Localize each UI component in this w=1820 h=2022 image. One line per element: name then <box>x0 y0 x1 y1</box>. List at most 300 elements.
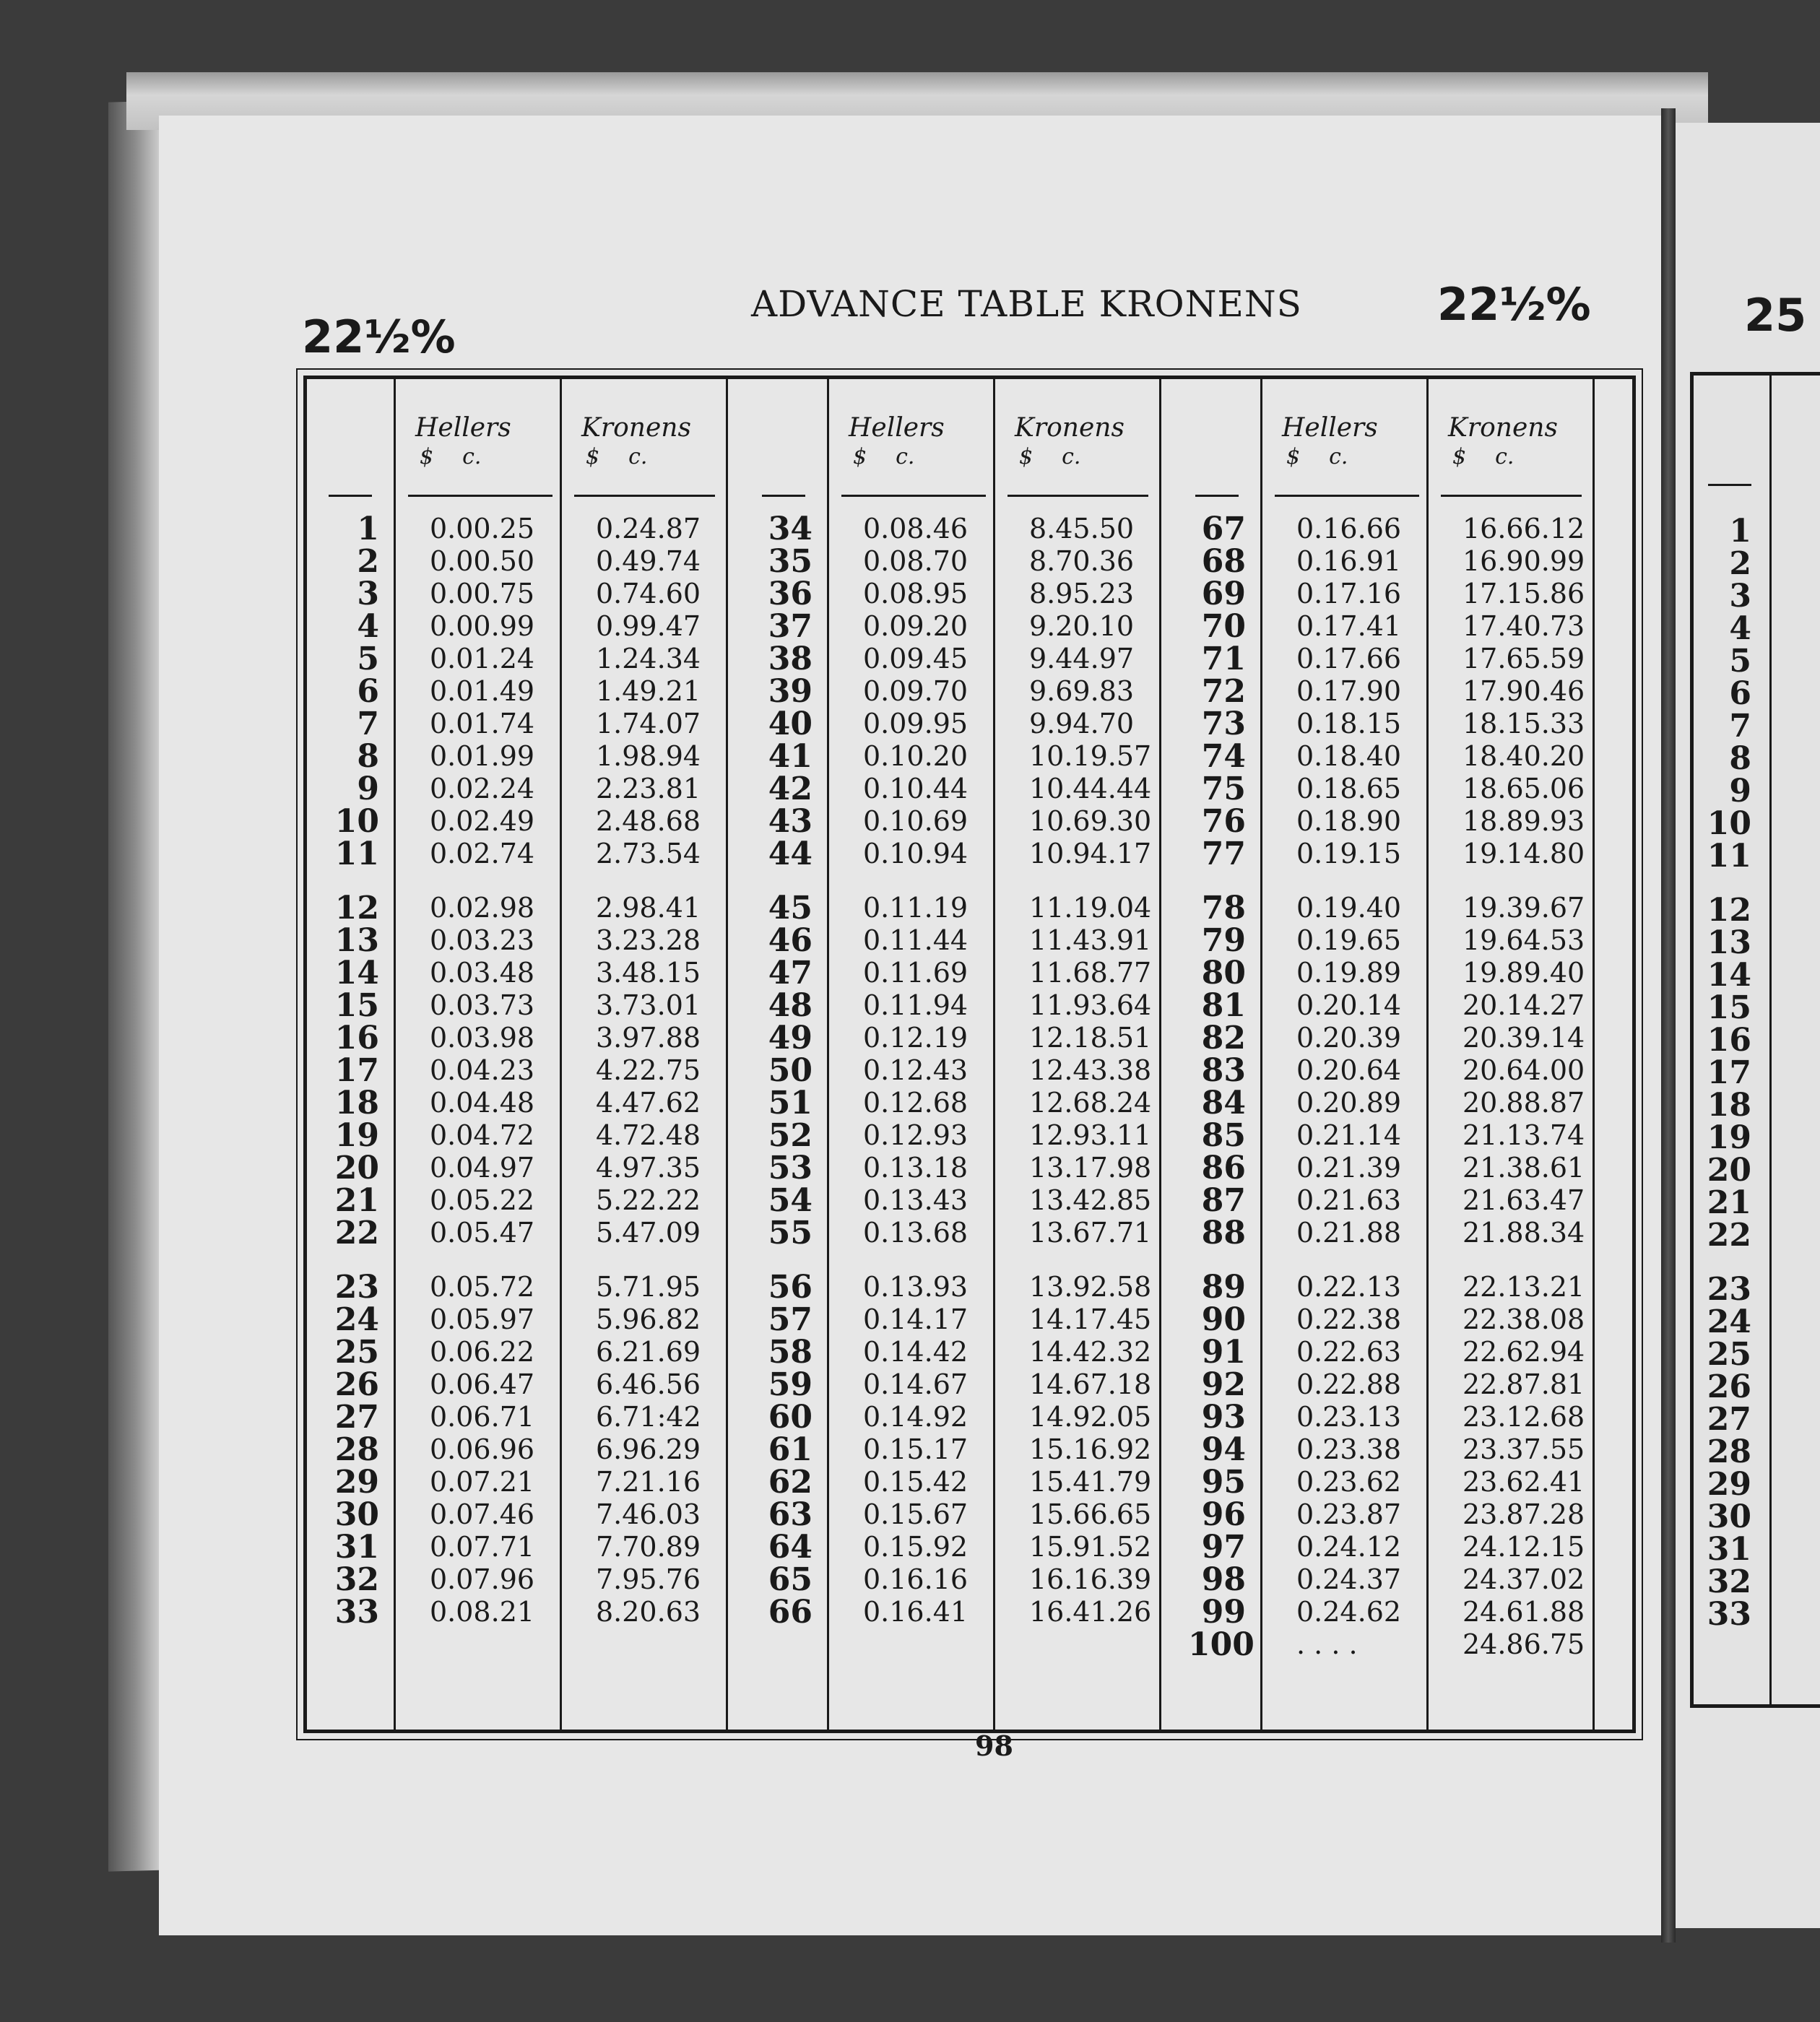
table-row-number: 39 <box>768 673 812 710</box>
next-page-row-number: 21 <box>1707 1184 1751 1221</box>
hellers-value: 0.07.96 <box>430 1563 535 1595</box>
kronens-value: 19.14.80 <box>1462 838 1585 869</box>
kronens-value: 19.39.67 <box>1462 892 1585 924</box>
unit-cent: c. <box>462 444 482 469</box>
kronens-value: 17.15.86 <box>1462 578 1585 609</box>
kronens-value: 18.40.20 <box>1462 740 1585 772</box>
hellers-value: 0.14.92 <box>863 1401 968 1433</box>
hellers-value: 0.19.15 <box>1296 838 1402 869</box>
kronens-value: 11.43.91 <box>1029 924 1152 956</box>
hellers-value: 0.00.75 <box>430 578 535 609</box>
header-rule <box>841 495 986 497</box>
table-row-number: 65 <box>768 1561 812 1598</box>
hellers-value: 0.16.41 <box>863 1596 968 1628</box>
kronens-value: 5.22.22 <box>596 1184 701 1216</box>
hellers-value: 0.12.43 <box>863 1054 968 1086</box>
kronens-value: 15.41.79 <box>1029 1466 1152 1498</box>
hellers-value: 0.06.96 <box>430 1433 535 1465</box>
kronens-value: 23.12.68 <box>1462 1401 1585 1433</box>
hellers-value: 0.20.89 <box>1296 1087 1402 1119</box>
hellers-value: 0.21.63 <box>1296 1184 1402 1216</box>
table-row-number: 12 <box>334 890 379 927</box>
table-row-number: 26 <box>334 1366 379 1403</box>
table-row-number: 19 <box>334 1117 379 1154</box>
book-gutter <box>1661 108 1676 1943</box>
hellers-value: 0.14.42 <box>863 1336 968 1368</box>
table-row-number: 44 <box>768 836 812 872</box>
table-row-number: 81 <box>1201 987 1246 1024</box>
column-divider <box>993 379 995 1730</box>
hellers-value: 0.23.87 <box>1296 1498 1402 1530</box>
column-divider <box>726 379 728 1730</box>
hellers-value: 0.07.46 <box>430 1498 535 1530</box>
table-row-number: 70 <box>1201 608 1246 645</box>
table-row-number: 92 <box>1201 1366 1246 1403</box>
kronens-value: 16.16.39 <box>1029 1563 1152 1595</box>
kronens-value: 5.96.82 <box>596 1303 701 1335</box>
kronens-value: 7.95.76 <box>596 1563 701 1595</box>
kronens-value: 9.94.70 <box>1029 708 1135 739</box>
kronens-value: 13.42.85 <box>1029 1184 1152 1216</box>
table-row-number: 55 <box>768 1215 812 1251</box>
table-row-number: 20 <box>334 1150 379 1186</box>
table-row-number: 71 <box>1201 641 1246 677</box>
table-row-number: 50 <box>768 1052 812 1089</box>
column-header-label: Kronens <box>1448 413 1558 443</box>
table-row-number: 66 <box>768 1594 812 1631</box>
kronens-value: 23.37.55 <box>1462 1433 1585 1465</box>
kronens-value: 3.73.01 <box>596 989 701 1021</box>
table-row-number: 9 <box>357 771 379 807</box>
hellers-value: 0.09.20 <box>863 610 968 642</box>
next-page-row-number: 32 <box>1707 1563 1751 1600</box>
kronens-value: 18.15.33 <box>1462 708 1585 739</box>
kronens-value: 13.17.98 <box>1029 1152 1152 1184</box>
kronens-value: 4.22.75 <box>596 1054 701 1086</box>
column-divider <box>1159 379 1161 1730</box>
kronens-value: 22.87.81 <box>1462 1368 1585 1400</box>
hellers-value: 0.20.14 <box>1296 989 1402 1021</box>
table-row-number: 40 <box>768 706 812 742</box>
hellers-value: 0.15.42 <box>863 1466 968 1498</box>
kronens-value: 14.17.45 <box>1029 1303 1152 1335</box>
unit-cent: c. <box>628 444 648 469</box>
hellers-value: 0.19.65 <box>1296 924 1402 956</box>
table-row-number: 2 <box>357 543 379 580</box>
table-row-number: 58 <box>768 1334 812 1371</box>
hellers-value: 0.18.90 <box>1296 805 1402 837</box>
next-page-row-number: 28 <box>1707 1433 1751 1470</box>
unit-cent: c. <box>1495 444 1514 469</box>
kronens-value: 2.73.54 <box>596 838 701 869</box>
next-page-row-number: 18 <box>1707 1087 1751 1124</box>
table-row-number: 63 <box>768 1496 812 1533</box>
kronens-value: 21.88.34 <box>1462 1217 1585 1249</box>
hellers-value: 0.08.95 <box>863 578 968 609</box>
kronens-value: 13.67.71 <box>1029 1217 1152 1249</box>
hellers-value: 0.24.12 <box>1296 1531 1402 1563</box>
kronens-value: 10.69.30 <box>1029 805 1152 837</box>
hellers-value: 0.04.23 <box>430 1054 535 1086</box>
table-row-number: 36 <box>768 576 812 612</box>
kronens-value: 20.88.87 <box>1462 1087 1585 1119</box>
hellers-value: 0.01.49 <box>430 675 535 707</box>
kronens-value: 16.41.26 <box>1029 1596 1152 1628</box>
hellers-value: 0.22.38 <box>1296 1303 1402 1335</box>
hellers-value: 0.02.74 <box>430 838 535 869</box>
table-row-number: 91 <box>1201 1334 1246 1371</box>
hellers-value: 0.09.70 <box>863 675 968 707</box>
table-row-number: 10 <box>334 803 379 840</box>
kronens-value: 24.37.02 <box>1462 1563 1585 1595</box>
kronens-value: 16.66.12 <box>1462 513 1585 544</box>
hellers-value: 0.12.68 <box>863 1087 968 1119</box>
next-page-row-number: 23 <box>1707 1271 1751 1308</box>
hellers-value: 0.22.88 <box>1296 1368 1402 1400</box>
kronens-value: 9.20.10 <box>1029 610 1135 642</box>
table-row-number: 59 <box>768 1366 812 1403</box>
kronens-value: 1.49.21 <box>596 675 701 707</box>
table-row-number: 49 <box>768 1020 812 1056</box>
kronens-value: 4.97.35 <box>596 1152 701 1184</box>
hellers-value: 0.12.19 <box>863 1022 968 1054</box>
kronens-value: 9.69.83 <box>1029 675 1135 707</box>
table-row-number: 89 <box>1201 1269 1246 1306</box>
next-page-row-number: 25 <box>1707 1336 1751 1373</box>
percent-left: 22½% <box>302 311 456 363</box>
table-row-number: 53 <box>768 1150 812 1186</box>
kronens-value: 23.87.28 <box>1462 1498 1585 1530</box>
kronens-value: 10.44.44 <box>1029 773 1152 804</box>
kronens-value: 15.16.92 <box>1029 1433 1152 1465</box>
header-rule <box>329 495 372 497</box>
hellers-value: 0.09.45 <box>863 643 968 674</box>
kronens-value: 0.99.47 <box>596 610 701 642</box>
hellers-value: 0.18.65 <box>1296 773 1402 804</box>
next-page-percent: 25 <box>1744 289 1807 342</box>
column-header-kronens <box>1448 414 1614 472</box>
unit-label <box>415 443 581 472</box>
column-divider <box>827 379 829 1730</box>
next-page-row-number: 12 <box>1707 892 1751 929</box>
unit-dollar: $ <box>1019 444 1034 469</box>
kronens-value: 12.43.38 <box>1029 1054 1152 1086</box>
next-page-row-number: 15 <box>1707 989 1751 1026</box>
kronens-value: 23.62.41 <box>1462 1466 1585 1498</box>
unit-dollar: $ <box>420 444 434 469</box>
hellers-value: 0.13.68 <box>863 1217 968 1249</box>
kronens-value: 18.65.06 <box>1462 773 1585 804</box>
hellers-value: 0.07.21 <box>430 1466 535 1498</box>
table-row-number: 32 <box>334 1561 379 1598</box>
hellers-value: 0.22.13 <box>1296 1271 1402 1303</box>
next-page-row-number: 8 <box>1729 740 1751 777</box>
kronens-value: 7.46.03 <box>596 1498 701 1530</box>
kronens-value: 1.98.94 <box>596 740 701 772</box>
kronens-value: 24.12.15 <box>1462 1531 1585 1563</box>
hellers-value: 0.00.99 <box>430 610 535 642</box>
hellers-value: 0.06.47 <box>430 1368 535 1400</box>
hellers-value: 0.05.47 <box>430 1217 535 1249</box>
table-row-number: 11 <box>334 836 379 872</box>
hellers-value: 0.18.40 <box>1296 740 1402 772</box>
advance-table <box>303 376 1636 1733</box>
hellers-value: 0.02.24 <box>430 773 535 804</box>
table-row-number: 64 <box>768 1529 812 1566</box>
kronens-value: 9.44.97 <box>1029 643 1135 674</box>
hellers-value: 0.15.92 <box>863 1531 968 1563</box>
kronens-value: 21.13.74 <box>1462 1119 1585 1151</box>
table-row-number: 57 <box>768 1301 812 1338</box>
table-row-number: 100 <box>1188 1626 1254 1663</box>
next-page-row-number: 24 <box>1707 1303 1751 1340</box>
unit-label <box>1015 443 1181 472</box>
hellers-value: 0.21.88 <box>1296 1217 1402 1249</box>
next-page-row-number: 4 <box>1729 610 1751 647</box>
table-row-number: 99 <box>1201 1594 1246 1631</box>
table-row-number: 60 <box>768 1399 812 1436</box>
next-page-row-number: 3 <box>1729 578 1751 615</box>
hellers-value: 0.01.74 <box>430 708 535 739</box>
table-row-number: 77 <box>1201 836 1246 872</box>
next-page-row-number: 19 <box>1707 1119 1751 1156</box>
kronens-value: 16.90.99 <box>1462 545 1585 577</box>
column-divider <box>1426 379 1429 1730</box>
table-row-number: 84 <box>1201 1085 1246 1121</box>
next-page-row-number: 31 <box>1707 1531 1751 1568</box>
table-row-number: 23 <box>334 1269 379 1306</box>
table-row-number: 67 <box>1201 511 1246 547</box>
hellers-value: 0.17.66 <box>1296 643 1402 674</box>
kronens-value: 2.23.81 <box>596 773 701 804</box>
table-row-number: 68 <box>1201 543 1246 580</box>
kronens-value: 17.40.73 <box>1462 610 1585 642</box>
kronens-value: 18.89.93 <box>1462 805 1585 837</box>
table-row-number: 78 <box>1201 890 1246 927</box>
kronens-value: 0.74.60 <box>596 578 701 609</box>
header-rule <box>1195 495 1239 497</box>
table-row-number: 87 <box>1201 1182 1246 1219</box>
kronens-value: 20.39.14 <box>1462 1022 1585 1054</box>
hellers-value: 0.11.94 <box>863 989 968 1021</box>
table-row-number: 42 <box>768 771 812 807</box>
table-row-number: 75 <box>1201 771 1246 807</box>
page-number: 98 <box>975 1730 1013 1762</box>
hellers-value: 0.13.18 <box>863 1152 968 1184</box>
kronens-value: 6.46.56 <box>596 1368 701 1400</box>
kronens-value: 7.21.16 <box>596 1466 701 1498</box>
table-row-number: 31 <box>334 1529 379 1566</box>
kronens-value: 5.47.09 <box>596 1217 701 1249</box>
table-row-number: 13 <box>334 922 379 959</box>
header-rule <box>1708 484 1751 486</box>
hellers-value: 0.08.21 <box>430 1596 535 1628</box>
table-row-number: 6 <box>357 673 379 710</box>
kronens-value: 0.49.74 <box>596 545 701 577</box>
hellers-value: 0.16.91 <box>1296 545 1402 577</box>
next-page-row-number: 20 <box>1707 1152 1751 1189</box>
hellers-value: 0.04.48 <box>430 1087 535 1119</box>
hellers-value: 0.10.20 <box>863 740 968 772</box>
table-row-number: 76 <box>1201 803 1246 840</box>
unit-label <box>581 443 748 472</box>
hellers-value: 0.05.22 <box>430 1184 535 1216</box>
kronens-value: 19.89.40 <box>1462 957 1585 989</box>
table-row-number: 27 <box>334 1399 379 1436</box>
kronens-value: 13.92.58 <box>1029 1271 1152 1303</box>
hellers-value: 0.03.73 <box>430 989 535 1021</box>
hellers-value: 0.21.14 <box>1296 1119 1402 1151</box>
kronens-value: 0.24.87 <box>596 513 701 544</box>
column-header-kronens <box>581 414 748 472</box>
column-header-label: Hellers <box>849 413 945 443</box>
hellers-value: 0.13.43 <box>863 1184 968 1216</box>
table-row-number: 30 <box>334 1496 379 1533</box>
hellers-value: 0.11.44 <box>863 924 968 956</box>
next-page-row-number: 2 <box>1729 545 1751 582</box>
table-row-number: 3 <box>357 576 379 612</box>
column-header-kronens <box>1015 414 1181 472</box>
next-page-row-number: 5 <box>1729 643 1751 680</box>
unit-label <box>849 443 1015 472</box>
next-page-row-number: 27 <box>1707 1401 1751 1438</box>
hellers-value: 0.20.39 <box>1296 1022 1402 1054</box>
header-rule <box>1275 495 1419 497</box>
table-row-number: 41 <box>768 738 812 775</box>
column-header-label: Hellers <box>415 413 511 443</box>
kronens-value: 17.90.46 <box>1462 675 1585 707</box>
table-row-number: 97 <box>1201 1529 1246 1566</box>
hellers-value: 0.02.98 <box>430 892 535 924</box>
next-page-row-number: 9 <box>1729 773 1751 810</box>
table-row-number: 45 <box>768 890 812 927</box>
hellers-value: 0.05.72 <box>430 1271 535 1303</box>
unit-label <box>1448 443 1614 472</box>
hellers-value: 0.24.62 <box>1296 1596 1402 1628</box>
next-page-row-number: 10 <box>1707 805 1751 842</box>
column-header-label: Kronens <box>1015 413 1124 443</box>
hellers-value: 0.19.89 <box>1296 957 1402 989</box>
next-page-row-number: 16 <box>1707 1022 1751 1059</box>
next-page-row-number: 22 <box>1707 1217 1751 1254</box>
column-divider <box>394 379 396 1730</box>
table-row-number: 85 <box>1201 1117 1246 1154</box>
table-row-number: 47 <box>768 955 812 992</box>
column-header-label: Kronens <box>581 413 691 443</box>
unit-label <box>1282 443 1448 472</box>
table-row-number: 46 <box>768 922 812 959</box>
unit-dollar: $ <box>586 444 600 469</box>
kronens-value: 24.61.88 <box>1462 1596 1585 1628</box>
kronens-value: 8.45.50 <box>1029 513 1135 544</box>
hellers-value: 0.08.46 <box>863 513 968 544</box>
header-rule <box>574 495 715 497</box>
hellers-value: 0.04.72 <box>430 1119 535 1151</box>
table-row-number: 38 <box>768 641 812 677</box>
unit-dollar: $ <box>853 444 867 469</box>
table-row-number: 96 <box>1201 1496 1246 1533</box>
hellers-value: 0.14.17 <box>863 1303 968 1335</box>
header-rule <box>408 495 552 497</box>
column-divider <box>560 379 562 1730</box>
column-header-hellers <box>849 414 1015 472</box>
table-row-number: 29 <box>334 1464 379 1501</box>
next-page-table <box>1690 372 1820 1708</box>
table-row-number: 73 <box>1201 706 1246 742</box>
table-row-number: 88 <box>1201 1215 1246 1251</box>
kronens-value: 22.38.08 <box>1462 1303 1585 1335</box>
next-page-row-number: 14 <box>1707 957 1751 994</box>
kronens-value: 4.72.48 <box>596 1119 701 1151</box>
hellers-value: 0.17.16 <box>1296 578 1402 609</box>
table-row-number: 1 <box>357 511 379 547</box>
kronens-value: 4.47.62 <box>596 1087 701 1119</box>
next-page-row-number: 7 <box>1729 708 1751 745</box>
hellers-value: 0.06.22 <box>430 1336 535 1368</box>
unit-cent: c. <box>1062 444 1081 469</box>
hellers-value: 0.10.69 <box>863 805 968 837</box>
hellers-value: 0.10.44 <box>863 773 968 804</box>
table-row-number: 74 <box>1201 738 1246 775</box>
table-row-number: 15 <box>334 987 379 1024</box>
hellers-value: 0.21.39 <box>1296 1152 1402 1184</box>
hellers-value: 0.15.67 <box>863 1498 968 1530</box>
column-divider <box>1592 379 1595 1730</box>
hellers-value: 0.13.93 <box>863 1271 968 1303</box>
unit-cent: c. <box>1329 444 1348 469</box>
table-row-number: 14 <box>334 955 379 992</box>
column-header-hellers <box>415 414 581 472</box>
kronens-value: 14.42.32 <box>1029 1336 1152 1368</box>
hellers-value: 0.24.37 <box>1296 1563 1402 1595</box>
hellers-value: 0.00.50 <box>430 545 535 577</box>
hellers-value: 0.16.16 <box>863 1563 968 1595</box>
kronens-value: 10.19.57 <box>1029 740 1152 772</box>
table-row-number: 37 <box>768 608 812 645</box>
kronens-value: 6.96.29 <box>596 1433 701 1465</box>
kronens-value: 2.98.41 <box>596 892 701 924</box>
hellers-value: 0.14.67 <box>863 1368 968 1400</box>
kronens-value: 24.86.75 <box>1462 1628 1585 1660</box>
kronens-value: 14.67.18 <box>1029 1368 1152 1400</box>
kronens-value: 21.63.47 <box>1462 1184 1585 1216</box>
table-row-number: 8 <box>357 738 379 775</box>
hellers-value: 0.03.48 <box>430 957 535 989</box>
table-row-number: 56 <box>768 1269 812 1306</box>
hellers-value: 0.08.70 <box>863 545 968 577</box>
next-page-row-number: 33 <box>1707 1596 1751 1633</box>
hellers-value: . . . . <box>1296 1628 1358 1660</box>
table-row-number: 21 <box>334 1182 379 1219</box>
header-rule <box>1441 495 1582 497</box>
page-title: ADVANCE TABLE KRONENS <box>751 283 1302 325</box>
hellers-value: 0.23.62 <box>1296 1466 1402 1498</box>
table-row-number: 90 <box>1201 1301 1246 1338</box>
table-row-number: 98 <box>1201 1561 1246 1598</box>
table-row-number: 17 <box>334 1052 379 1089</box>
kronens-value: 8.70.36 <box>1029 545 1135 577</box>
kronens-value: 15.91.52 <box>1029 1531 1152 1563</box>
kronens-value: 1.74.07 <box>596 708 701 739</box>
table-row-number: 43 <box>768 803 812 840</box>
next-page-row-number: 1 <box>1729 513 1751 550</box>
hellers-value: 0.00.25 <box>430 513 535 544</box>
hellers-value: 0.18.15 <box>1296 708 1402 739</box>
table-row-number: 35 <box>768 543 812 580</box>
hellers-value: 0.01.99 <box>430 740 535 772</box>
column-divider <box>1260 379 1262 1730</box>
kronens-value: 8.95.23 <box>1029 578 1135 609</box>
